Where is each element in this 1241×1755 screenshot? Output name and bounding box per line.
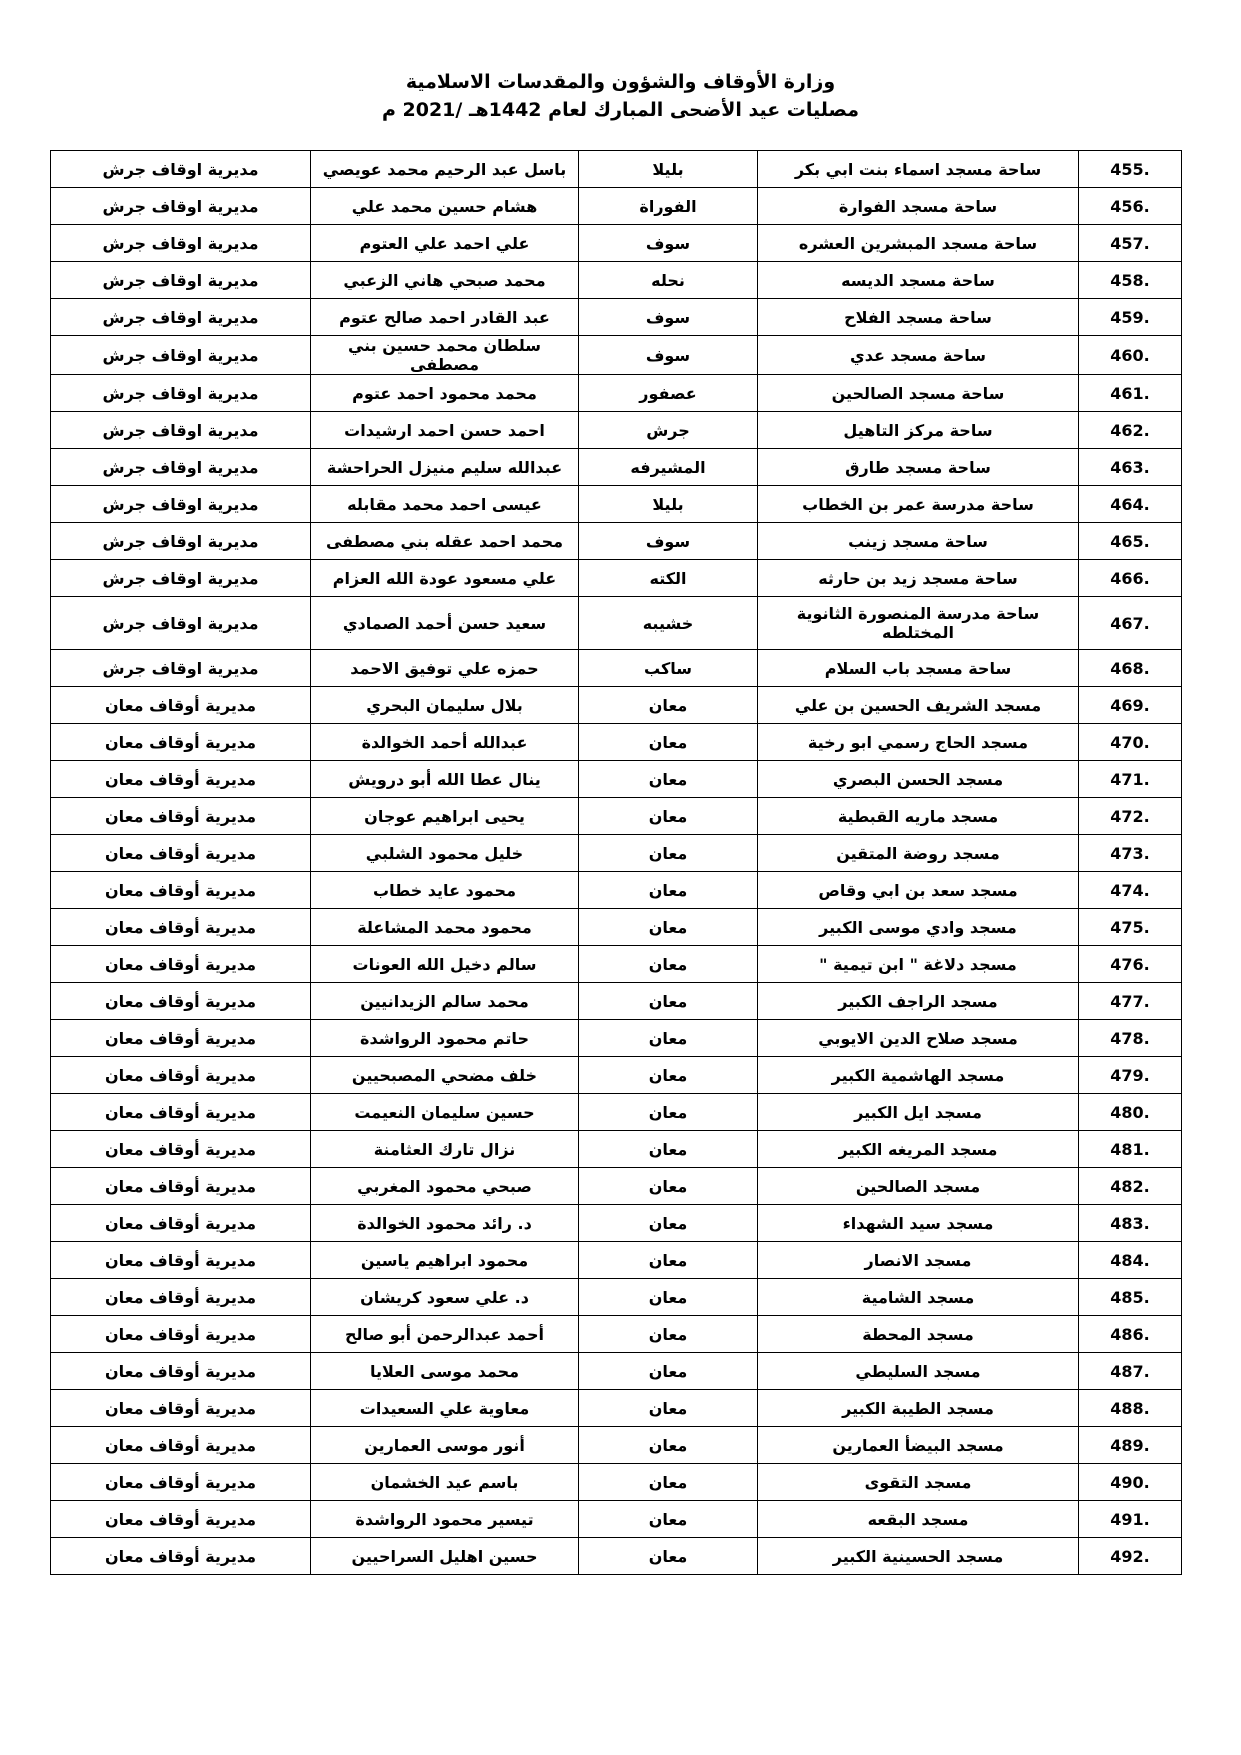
imam-name: حسين اهليل السراحيين bbox=[311, 1538, 579, 1575]
area-name: معان bbox=[579, 1279, 758, 1316]
prayer-site: ساحة مدرسة عمر بن الخطاب bbox=[758, 486, 1079, 523]
directorate: مديرية أوقاف معان bbox=[51, 835, 311, 872]
area-name: معان bbox=[579, 1501, 758, 1538]
area-name: بليلا bbox=[579, 486, 758, 523]
imam-name: خلف مضحي المصبحيين bbox=[311, 1057, 579, 1094]
area-name: عصفور bbox=[579, 375, 758, 412]
directorate: مديرية اوقاف جرش bbox=[51, 560, 311, 597]
directorate: مديرية أوقاف معان bbox=[51, 1094, 311, 1131]
area-name: معان bbox=[579, 1427, 758, 1464]
prayer-site: ساحة مدرسة المنصورة الثانوية المختلطه bbox=[758, 597, 1079, 650]
directorate: مديرية أوقاف معان bbox=[51, 761, 311, 798]
area-name: معان bbox=[579, 1131, 758, 1168]
table-row bbox=[51, 375, 1182, 412]
directorate: مديرية أوقاف معان bbox=[51, 1390, 311, 1427]
imam-name: محمد سالم الزيدانيين bbox=[311, 983, 579, 1020]
imam-name: سالم دخيل الله العونات bbox=[311, 946, 579, 983]
prayer-site: مسجد الحسن البصري bbox=[758, 761, 1079, 798]
imam-name: حمزه علي توفيق الاحمد bbox=[311, 650, 579, 687]
row-number: .466 bbox=[1079, 560, 1182, 597]
imam-name: باسم عيد الخشمان bbox=[311, 1464, 579, 1501]
area-name: معان bbox=[579, 687, 758, 724]
prayer-site: ساحة مسجد الفوارة bbox=[758, 188, 1079, 225]
imam-name: سلطان محمد حسين بني مصطفى bbox=[311, 336, 579, 375]
prayer-site: مسجد سعد بن ابي وقاص bbox=[758, 872, 1079, 909]
row-number: .475 bbox=[1079, 909, 1182, 946]
area-name: معان bbox=[579, 946, 758, 983]
prayer-site: ساحة مسجد زيد بن حارثه bbox=[758, 560, 1079, 597]
prayer-site: مسجد الحسينية الكبير bbox=[758, 1538, 1079, 1575]
imam-name: حسين سليمان النعيمت bbox=[311, 1094, 579, 1131]
area-name: نحله bbox=[579, 262, 758, 299]
table-row bbox=[51, 523, 1182, 560]
table-row bbox=[51, 151, 1182, 188]
imam-name: علي احمد علي العتوم bbox=[311, 225, 579, 262]
document-header bbox=[0, 68, 1241, 124]
area-name: معان bbox=[579, 761, 758, 798]
table-row bbox=[51, 1538, 1182, 1575]
table-row bbox=[51, 336, 1182, 375]
area-name: معان bbox=[579, 1020, 758, 1057]
directorate: مديرية أوقاف معان bbox=[51, 687, 311, 724]
prayer-site: ساحة مسجد الديسه bbox=[758, 262, 1079, 299]
directorate: مديرية اوقاف جرش bbox=[51, 449, 311, 486]
area-name: الفوراة bbox=[579, 188, 758, 225]
table-row bbox=[51, 798, 1182, 835]
table-row bbox=[51, 486, 1182, 523]
area-name: المشيرفه bbox=[579, 449, 758, 486]
imam-name: بلال سليمان البحري bbox=[311, 687, 579, 724]
imam-name: حاتم محمود الرواشدة bbox=[311, 1020, 579, 1057]
imam-name: باسل عبد الرحيم محمد عويصي bbox=[311, 151, 579, 188]
imam-name: سعيد حسن أحمد الصمادي bbox=[311, 597, 579, 650]
row-number: .457 bbox=[1079, 225, 1182, 262]
imam-name: محمد محمود احمد عتوم bbox=[311, 375, 579, 412]
row-number: .477 bbox=[1079, 983, 1182, 1020]
table-row bbox=[51, 299, 1182, 336]
row-number: .462 bbox=[1079, 412, 1182, 449]
area-name: معان bbox=[579, 1057, 758, 1094]
prayer-site: مسجد الصالحين bbox=[758, 1168, 1079, 1205]
imam-name: محمد احمد عقله بني مصطفى bbox=[311, 523, 579, 560]
imam-name: تيسير محمود الرواشدة bbox=[311, 1501, 579, 1538]
directorate: مديرية أوقاف معان bbox=[51, 1168, 311, 1205]
area-name: معان bbox=[579, 1538, 758, 1575]
prayer-site: مسجد التقوى bbox=[758, 1464, 1079, 1501]
row-number: .479 bbox=[1079, 1057, 1182, 1094]
directorate: مديرية أوقاف معان bbox=[51, 724, 311, 761]
prayer-site: ساحة مسجد الصالحين bbox=[758, 375, 1079, 412]
table-body bbox=[51, 151, 1182, 1575]
row-number: .472 bbox=[1079, 798, 1182, 835]
prayer-site: مسجد الانصار bbox=[758, 1242, 1079, 1279]
table-row bbox=[51, 1020, 1182, 1057]
imam-name: محمود محمد المشاعلة bbox=[311, 909, 579, 946]
prayer-site: ساحة مسجد اسماء بنت ابي بكر bbox=[758, 151, 1079, 188]
row-number: .468 bbox=[1079, 650, 1182, 687]
row-number: .465 bbox=[1079, 523, 1182, 560]
area-name: ساكب bbox=[579, 650, 758, 687]
area-name: معان bbox=[579, 1464, 758, 1501]
prayer-site: ساحة مسجد باب السلام bbox=[758, 650, 1079, 687]
directorate: مديرية أوقاف معان bbox=[51, 1464, 311, 1501]
area-name: معان bbox=[579, 1353, 758, 1390]
prayer-site: مسجد الهاشمية الكبير bbox=[758, 1057, 1079, 1094]
area-name: معان bbox=[579, 1316, 758, 1353]
prayer-site: ساحة مسجد عدي bbox=[758, 336, 1079, 375]
table-row bbox=[51, 225, 1182, 262]
imam-name: صبحي محمود المغربي bbox=[311, 1168, 579, 1205]
imam-name: محمد موسى العلايا bbox=[311, 1353, 579, 1390]
area-name: معان bbox=[579, 1390, 758, 1427]
table-row bbox=[51, 188, 1182, 225]
imam-name: محمد صبحي هاني الزعبي bbox=[311, 262, 579, 299]
prayer-site: ساحة مسجد المبشرين العشره bbox=[758, 225, 1079, 262]
area-name: معان bbox=[579, 1205, 758, 1242]
directorate: مديرية أوقاف معان bbox=[51, 1353, 311, 1390]
prayer-locations-table bbox=[50, 150, 1182, 1575]
row-number: .456 bbox=[1079, 188, 1182, 225]
imam-name: د. رائد محمود الخوالدة bbox=[311, 1205, 579, 1242]
row-number: .487 bbox=[1079, 1353, 1182, 1390]
row-number: .455 bbox=[1079, 151, 1182, 188]
prayer-site: مسجد السليطي bbox=[758, 1353, 1079, 1390]
table-row bbox=[51, 687, 1182, 724]
area-name: معان bbox=[579, 872, 758, 909]
imam-name: عبدالله سليم منيزل الحراحشة bbox=[311, 449, 579, 486]
directorate: مديرية أوقاف معان bbox=[51, 983, 311, 1020]
table-row bbox=[51, 1242, 1182, 1279]
row-number: .463 bbox=[1079, 449, 1182, 486]
area-name: معان bbox=[579, 909, 758, 946]
prayer-site: مسجد ايل الكبير bbox=[758, 1094, 1079, 1131]
directorate: مديرية أوقاف معان bbox=[51, 946, 311, 983]
imam-name: احمد حسن احمد ارشيدات bbox=[311, 412, 579, 449]
directorate: مديرية اوقاف جرش bbox=[51, 299, 311, 336]
directorate: مديرية اوقاف جرش bbox=[51, 225, 311, 262]
table-row bbox=[51, 1464, 1182, 1501]
table-row bbox=[51, 1131, 1182, 1168]
table-row bbox=[51, 1279, 1182, 1316]
imam-name: علي مسعود عودة الله العزام bbox=[311, 560, 579, 597]
area-name: جرش bbox=[579, 412, 758, 449]
row-number: .492 bbox=[1079, 1538, 1182, 1575]
row-number: .473 bbox=[1079, 835, 1182, 872]
area-name: معان bbox=[579, 724, 758, 761]
prayer-site: مسجد الراجف الكبير bbox=[758, 983, 1079, 1020]
area-name: بليلا bbox=[579, 151, 758, 188]
row-number: .491 bbox=[1079, 1501, 1182, 1538]
table-row bbox=[51, 1094, 1182, 1131]
table-row bbox=[51, 1168, 1182, 1205]
row-number: .467 bbox=[1079, 597, 1182, 650]
directorate: مديرية أوقاف معان bbox=[51, 1501, 311, 1538]
directorate: مديرية اوقاف جرش bbox=[51, 412, 311, 449]
imam-name: د. علي سعود كريشان bbox=[311, 1279, 579, 1316]
prayer-site: مسجد الشريف الحسين بن علي bbox=[758, 687, 1079, 724]
table-row bbox=[51, 909, 1182, 946]
prayer-site: مسجد المريغه الكبير bbox=[758, 1131, 1079, 1168]
table-row bbox=[51, 1057, 1182, 1094]
imam-name: أنور موسى العمارين bbox=[311, 1427, 579, 1464]
ministry-title: وزارة الأوقاف والشؤون والمقدسات الاسلامية bbox=[405, 71, 836, 93]
row-number: .482 bbox=[1079, 1168, 1182, 1205]
imam-name: عبدالله أحمد الخوالدة bbox=[311, 724, 579, 761]
row-number: .484 bbox=[1079, 1242, 1182, 1279]
directorate: مديرية أوقاف معان bbox=[51, 1057, 311, 1094]
row-number: .486 bbox=[1079, 1316, 1182, 1353]
table-row bbox=[51, 983, 1182, 1020]
prayer-site: ساحة مسجد الفلاح bbox=[758, 299, 1079, 336]
table-row bbox=[51, 946, 1182, 983]
directorate: مديرية أوقاف معان bbox=[51, 1131, 311, 1168]
directorate: مديرية اوقاف جرش bbox=[51, 486, 311, 523]
table-row bbox=[51, 835, 1182, 872]
area-name: سوف bbox=[579, 299, 758, 336]
imam-name: معاوية علي السعيدات bbox=[311, 1390, 579, 1427]
prayer-site: مسجد الشامية bbox=[758, 1279, 1079, 1316]
row-number: .459 bbox=[1079, 299, 1182, 336]
imam-name: عبد القادر احمد صالح عتوم bbox=[311, 299, 579, 336]
imam-name: عيسى احمد محمد مقابله bbox=[311, 486, 579, 523]
area-name: معان bbox=[579, 798, 758, 835]
table-row bbox=[51, 560, 1182, 597]
row-number: .490 bbox=[1079, 1464, 1182, 1501]
imam-name: محمود عايد خطاب bbox=[311, 872, 579, 909]
directorate: مديرية أوقاف معان bbox=[51, 1538, 311, 1575]
area-name: الكته bbox=[579, 560, 758, 597]
table-row bbox=[51, 1205, 1182, 1242]
row-number: .469 bbox=[1079, 687, 1182, 724]
row-number: .481 bbox=[1079, 1131, 1182, 1168]
area-name: معان bbox=[579, 983, 758, 1020]
table-row bbox=[51, 412, 1182, 449]
directorate: مديرية أوقاف معان bbox=[51, 1242, 311, 1279]
prayer-site: مسجد الحاج رسمي ابو رخية bbox=[758, 724, 1079, 761]
prayer-site: مسجد البيضأ العمارين bbox=[758, 1427, 1079, 1464]
table-row bbox=[51, 761, 1182, 798]
area-name: خشيبه bbox=[579, 597, 758, 650]
table-row bbox=[51, 1316, 1182, 1353]
area-name: سوف bbox=[579, 523, 758, 560]
table-row bbox=[51, 449, 1182, 486]
imam-name: هشام حسين محمد علي bbox=[311, 188, 579, 225]
row-number: .478 bbox=[1079, 1020, 1182, 1057]
row-number: .464 bbox=[1079, 486, 1182, 523]
prayer-site: ساحة مسجد طارق bbox=[758, 449, 1079, 486]
directorate: مديرية أوقاف معان bbox=[51, 1279, 311, 1316]
directorate: مديرية اوقاف جرش bbox=[51, 523, 311, 560]
imam-name: نزال تارك العثامنة bbox=[311, 1131, 579, 1168]
imam-name: يحيى ابراهيم عوجان bbox=[311, 798, 579, 835]
imam-name: أحمد عبدالرحمن أبو صالح bbox=[311, 1316, 579, 1353]
table-row bbox=[51, 1501, 1182, 1538]
directorate: مديرية اوقاف جرش bbox=[51, 262, 311, 299]
area-name: سوف bbox=[579, 336, 758, 375]
area-name: معان bbox=[579, 835, 758, 872]
area-name: معان bbox=[579, 1094, 758, 1131]
directorate: مديرية اوقاف جرش bbox=[51, 597, 311, 650]
prayer-site: مسجد دلاغة " ابن تيمية " bbox=[758, 946, 1079, 983]
row-number: .476 bbox=[1079, 946, 1182, 983]
document-subtitle: مصليات عيد الأضحى المبارك لعام 1442هـ /2021 م bbox=[381, 99, 860, 121]
row-number: .460 bbox=[1079, 336, 1182, 375]
row-number: .461 bbox=[1079, 375, 1182, 412]
directorate: مديرية اوقاف جرش bbox=[51, 188, 311, 225]
area-name: معان bbox=[579, 1242, 758, 1279]
prayer-site: مسجد وادي موسى الكبير bbox=[758, 909, 1079, 946]
table-row bbox=[51, 1427, 1182, 1464]
directorate: مديرية أوقاف معان bbox=[51, 1205, 311, 1242]
prayer-site: ساحة مسجد زينب bbox=[758, 523, 1079, 560]
prayer-site: مسجد ماريه القبطية bbox=[758, 798, 1079, 835]
directorate: مديرية اوقاف جرش bbox=[51, 650, 311, 687]
imam-name: محمود ابراهيم ياسين bbox=[311, 1242, 579, 1279]
row-number: .471 bbox=[1079, 761, 1182, 798]
row-number: .474 bbox=[1079, 872, 1182, 909]
table-row bbox=[51, 724, 1182, 761]
table-row bbox=[51, 262, 1182, 299]
table-row bbox=[51, 1390, 1182, 1427]
table-row bbox=[51, 597, 1182, 650]
directorate: مديرية أوقاف معان bbox=[51, 1020, 311, 1057]
row-number: .458 bbox=[1079, 262, 1182, 299]
area-name: سوف bbox=[579, 225, 758, 262]
directorate: مديرية اوقاف جرش bbox=[51, 375, 311, 412]
prayer-site: ساحة مركز التاهيل bbox=[758, 412, 1079, 449]
row-number: .489 bbox=[1079, 1427, 1182, 1464]
imam-name: خليل محمود الشلبي bbox=[311, 835, 579, 872]
prayer-site: مسجد صلاح الدين الايوبي bbox=[758, 1020, 1079, 1057]
prayer-site: مسجد روضة المتقين bbox=[758, 835, 1079, 872]
prayer-site: مسجد المحطة bbox=[758, 1316, 1079, 1353]
prayer-site: مسجد البقعه bbox=[758, 1501, 1079, 1538]
row-number: .488 bbox=[1079, 1390, 1182, 1427]
table-row bbox=[51, 650, 1182, 687]
imam-name: ينال عطا الله أبو درويش bbox=[311, 761, 579, 798]
area-name: معان bbox=[579, 1168, 758, 1205]
row-number: .485 bbox=[1079, 1279, 1182, 1316]
directorate: مديرية أوقاف معان bbox=[51, 1427, 311, 1464]
table-row bbox=[51, 1353, 1182, 1390]
directorate: مديرية أوقاف معان bbox=[51, 1316, 311, 1353]
directorate: مديرية اوقاف جرش bbox=[51, 336, 311, 375]
directorate: مديرية أوقاف معان bbox=[51, 909, 311, 946]
prayer-site: مسجد سيد الشهداء bbox=[758, 1205, 1079, 1242]
directorate: مديرية اوقاف جرش bbox=[51, 151, 311, 188]
table-row bbox=[51, 872, 1182, 909]
row-number: .480 bbox=[1079, 1094, 1182, 1131]
row-number: .483 bbox=[1079, 1205, 1182, 1242]
row-number: .470 bbox=[1079, 724, 1182, 761]
prayer-site: مسجد الطيبة الكبير bbox=[758, 1390, 1079, 1427]
directorate: مديرية أوقاف معان bbox=[51, 798, 311, 835]
directorate: مديرية أوقاف معان bbox=[51, 872, 311, 909]
